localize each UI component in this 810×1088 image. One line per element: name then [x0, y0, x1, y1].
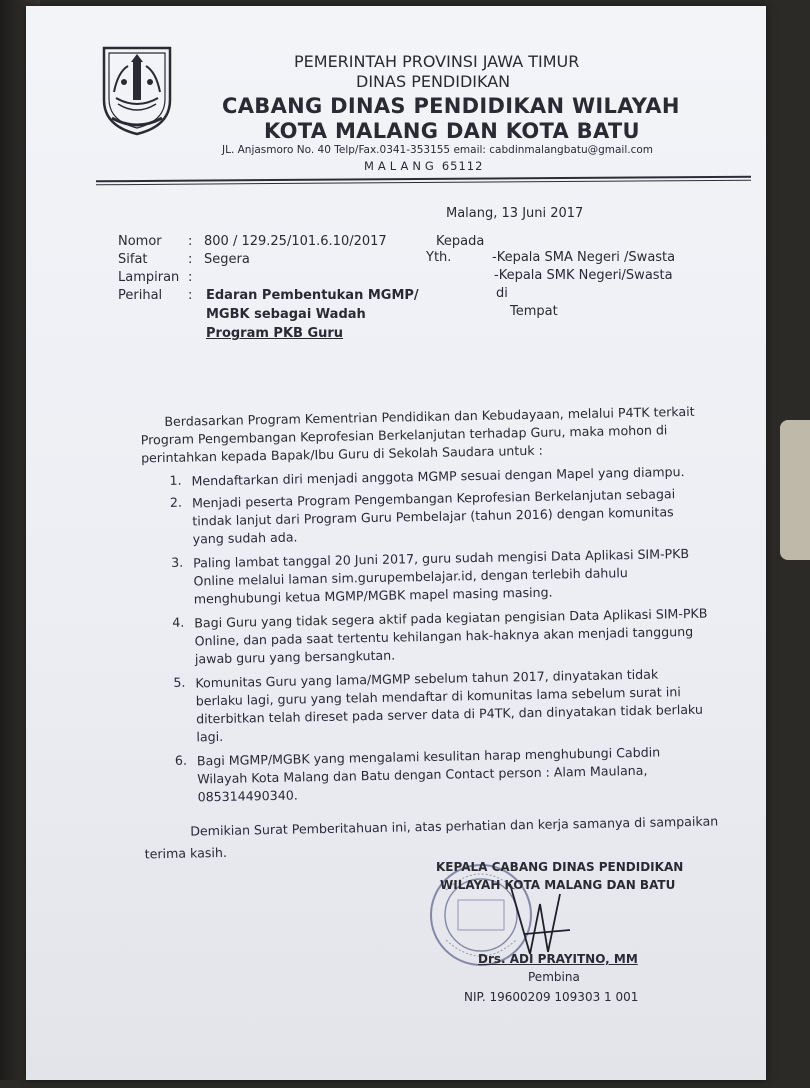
nomor-colon: :	[188, 234, 193, 249]
list-item-line: Menjadi peserta Program Pengembangan Keprofesian Berkelanjutan sebagai	[191, 486, 676, 511]
recipient-kepada: Kepada	[436, 234, 485, 249]
kop-line-3: CABANG DINAS PENDIDIKAN WILAYAH	[222, 94, 680, 118]
list-item-line: jawab guru yang bersangkutan.	[194, 647, 396, 667]
list-item-line: tindak lanjut dari Program Guru Pembelajar (tahun 2016) dengan komunitas	[192, 504, 674, 529]
closing-line-1: Demikian Surat Pemberitahuan ini, atas perhatian dan kerja samanya di sampaikan	[190, 813, 719, 839]
closing-line-2: terima kasih.	[144, 844, 228, 862]
list-item-line: lagi.	[196, 728, 224, 745]
recipient-yth: Yth.	[426, 250, 452, 265]
kop-city-name: MALANG	[364, 159, 438, 173]
kop-line-4: KOTA MALANG DAN KOTA BATU	[264, 119, 640, 143]
kop-line-1: PEMERINTAH PROVINSI JAWA TIMUR	[294, 52, 580, 71]
kop-address: JL. Anjasmoro No. 40 Telp/Fax.0341-353155 email: cabdinmalangbatu@gmail.com	[222, 144, 654, 156]
perihal-line-2: MGBK sebagai Wadah	[206, 307, 366, 322]
perihal-label: Perihal	[118, 288, 163, 303]
list-item-number: 2.	[169, 494, 183, 510]
lampiran-colon: :	[188, 270, 193, 285]
perihal-line-3: Program PKB Guru	[206, 326, 344, 341]
sifat-value: Segera	[204, 252, 250, 267]
list-item-line: Wilayah Kota Malang dan Batu dengan Contact person : Alam Maulana,	[197, 762, 648, 787]
nomor-label: Nomor	[118, 234, 162, 249]
list-item-number: 1.	[169, 472, 182, 488]
list-item-line: Mendaftarkan diri menjadi anggota MGMP sesuai dengan Mapel yang diampu.	[191, 464, 685, 489]
list-item-line: Bagi Guru yang tidak segera aktif pada kegiatan pengisian Data Aplikasi SIM-PKB	[194, 605, 708, 631]
signer-rank: Pembina	[528, 970, 580, 984]
list-item-line: berlaku lagi, guru yang telah mendaftar di komunitas lama sebelum surat ini	[195, 684, 681, 709]
signer-title-2: WILAYAH KOTA MALANG DAN BATU	[440, 878, 676, 892]
recipient-line-1: -Kepala SMA Negeri /Swasta	[492, 250, 676, 265]
recipient-tempat: Tempat	[510, 304, 558, 319]
nomor-value: 800 / 129.25/101.6.10/2017	[204, 234, 387, 249]
sifat-label: Sifat	[118, 252, 148, 267]
letter-paper	[26, 6, 766, 1080]
list-item-line: Paling lambat tanggal 20 Juni 2017, guru sudah mengisi Data Aplikasi SIM-PKB	[192, 545, 690, 571]
list-item-number: 6.	[174, 752, 188, 768]
list-item-number: 4.	[172, 614, 185, 630]
sifat-colon: :	[188, 252, 193, 267]
background-paper-corner	[780, 420, 810, 560]
list-item-line: menghubungi ketua MGMP/MGBK mapel masing masing.	[193, 584, 553, 607]
list-item-line: Online melalui laman sim.gurupembelajar.id, dengan terlebih dahulu	[193, 565, 628, 589]
signer-name: Drs. ADI PRAYITNO, MM	[478, 952, 638, 966]
list-item-line: 085314490340.	[197, 787, 298, 805]
intro-line-3: perintahkan kepada Bapak/Ibu Guru di Sekolah Saudara untuk :	[140, 442, 543, 466]
recipient-line-2: -Kepala SMK Negeri/Swasta	[494, 268, 673, 283]
list-item-line: diterbitkan telah direset pada server data di P4TK, dan dinyatakan tidak berlaku	[195, 701, 703, 727]
kop-line-2: DINAS PENDIDIKAN	[356, 72, 511, 91]
intro-line-2: Program Pengembangan Keprofesian Berkelanjutan terhadap Guru, maka mohon di	[140, 422, 668, 448]
perihal-colon: :	[188, 288, 193, 303]
letter-body	[15, 0, 775, 1088]
kop-zip: 65112	[441, 159, 484, 173]
signer-nip: NIP. 19600209 109303 1 001	[464, 990, 639, 1004]
perihal-line-1: Edaran Pembentukan MGMP/	[206, 288, 419, 303]
lampiran-label: Lampiran	[118, 270, 180, 285]
list-item-line: Bagi MGMP/MGBK yang mengalami kesulitan harap menghubungi Cabdin	[196, 744, 661, 769]
signer-title-1: KEPALA CABANG DINAS PENDIDIKAN	[436, 860, 684, 874]
recipient-di: di	[496, 286, 508, 301]
list-item-line: Komunitas Guru yang lama/MGMP sebelum tahun 2017, dinyatakan tidak	[195, 666, 659, 691]
letter-date: Malang, 13 Juni 2017	[446, 206, 584, 221]
list-item-number: 3.	[170, 554, 184, 570]
list-item-line: Online, dan pada saat tertentu kehilangan hak-haknya akan menjadi tanggung	[194, 623, 694, 649]
list-item-number: 5.	[173, 674, 186, 690]
intro-line-1: Berdasarkan Program Kementrian Pendidikan dan Kebudayaan, melalui P4TK terkait	[164, 403, 695, 429]
list-item-line: yang sudah ada.	[192, 529, 298, 547]
